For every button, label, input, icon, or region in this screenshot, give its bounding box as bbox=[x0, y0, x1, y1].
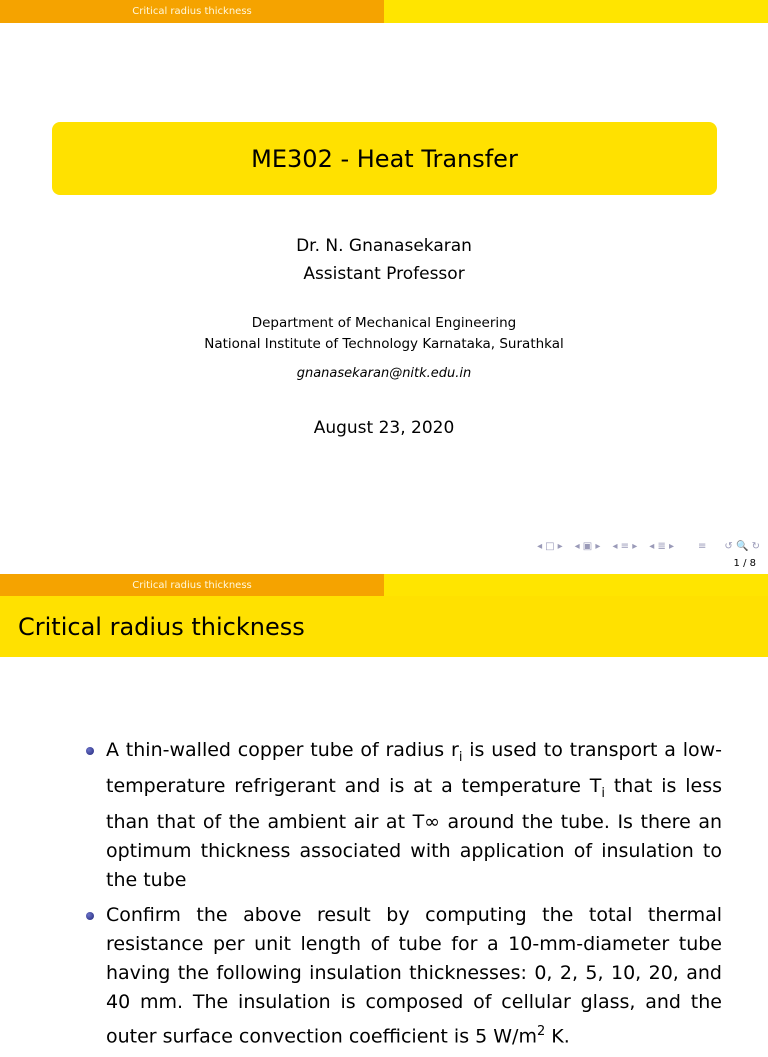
headline-section[interactable]: Critical radius thickness bbox=[0, 0, 384, 23]
headline-filler bbox=[384, 0, 768, 23]
presentation-title: ME302 - Heat Transfer bbox=[251, 144, 518, 173]
bullet-icon bbox=[86, 912, 94, 920]
nav-next-icon[interactable]: ▸ bbox=[557, 540, 563, 552]
nav-align-icon[interactable]: ≡ bbox=[698, 540, 707, 552]
nav-search-icon[interactable]: ↺ 🔍 ↻ bbox=[724, 540, 760, 552]
headline-bar bbox=[0, 574, 768, 597]
content-slide bbox=[0, 574, 768, 1047]
institute-name: National Institute of Technology Karnataka, Surathkal bbox=[204, 336, 564, 352]
bullet-icon bbox=[86, 747, 94, 755]
headline-bar bbox=[0, 0, 768, 23]
navigation-bar bbox=[537, 538, 760, 554]
author-name: Dr. N. Gnanasekaran bbox=[296, 236, 472, 256]
nav-subsection-icon[interactable]: ◂ ▣ ▸ bbox=[574, 540, 601, 552]
nav-prev-icon[interactable]: ◂ bbox=[537, 540, 543, 552]
nav-section2-icon[interactable]: ◂ ≣ ▸ bbox=[649, 540, 675, 552]
presentation-date: August 23, 2020 bbox=[313, 418, 455, 438]
department-name: Department of Mechanical Engineering bbox=[251, 315, 517, 331]
frame-title-text: Critical radius thickness bbox=[18, 612, 305, 641]
headline-section[interactable]: Critical radius thickness bbox=[0, 574, 384, 597]
nav-section-icon[interactable]: ◂ ≡ ▸ bbox=[612, 540, 638, 552]
institute-block bbox=[0, 313, 768, 355]
list-item: A thin-walled copper tube of radius $r_i$ is used to transport a low-temperature refrigerant and is at a temperature $T_i$ that is less than that of the ambient air at T∞ around the tube. Is there an optimum thickness associated with application of insulation to the tube bbox=[82, 736, 722, 895]
author-email: gnanasekaran@nitk.edu.in bbox=[296, 366, 472, 381]
bullet-list bbox=[82, 736, 722, 1057]
author-block bbox=[0, 232, 768, 288]
frame-title bbox=[0, 596, 768, 657]
headline-filler bbox=[384, 574, 768, 597]
title-box bbox=[52, 122, 717, 195]
page-number: 1 / 8 bbox=[733, 558, 756, 569]
nav-frame-icon[interactable]: □ bbox=[545, 540, 555, 552]
author-role: Assistant Professor bbox=[303, 264, 465, 284]
list-item: Confirm the above result by computing the total thermal resistance per unit length of tube for a 10-mm-diameter tube having the following insulation thicknesses: 0, 2, 5, 10, 20, and 40 mm. The insulation is composed of cellular glass, and the outer surface convection coefficient is 5 $W/m^2$ K. bbox=[82, 901, 722, 1051]
